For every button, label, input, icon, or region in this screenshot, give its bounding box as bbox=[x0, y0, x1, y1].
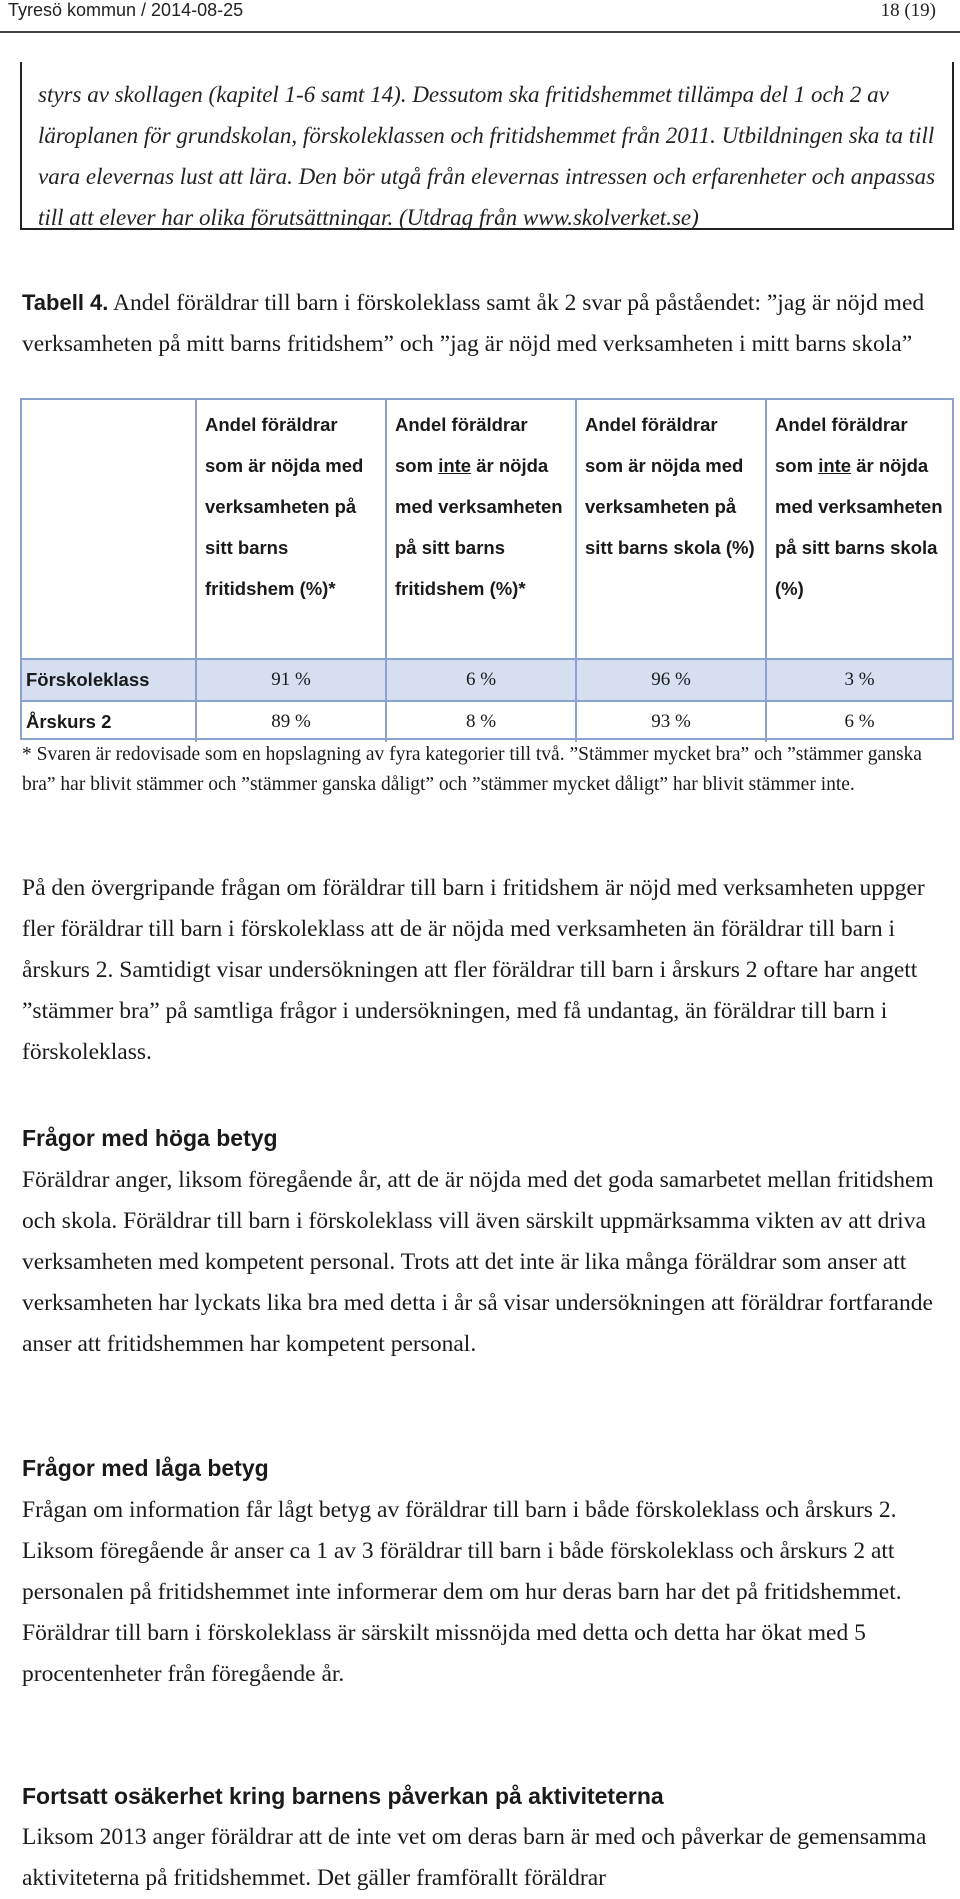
table-cell: 91 % bbox=[196, 659, 386, 701]
body-paragraph: Liksom 2013 anger föräldrar att de inte vet om deras barn är med och påverkar de gemensamma aktiviteterna på fritidshemmet. Det gäller framförallt föräldrar bbox=[22, 1824, 927, 1891]
row-label: Förskoleklass bbox=[22, 659, 196, 701]
section-heading: Frågor med höga betyg bbox=[22, 1125, 278, 1151]
table-caption-label: Tabell 4. bbox=[22, 290, 109, 315]
table-caption-text: Andel föräldrar till barn i förskoleklass samt åk 2 svar på påståendet: ”jag är nöjd med verksamheten på mitt barns fritidshem” och ”jag är nöjd med verksamheten i mitt barns skola” bbox=[22, 290, 925, 357]
table-row bbox=[22, 701, 952, 742]
table-cell: 8 % bbox=[386, 701, 576, 742]
satisfaction-table bbox=[20, 398, 954, 740]
table-cell: 96 % bbox=[576, 659, 766, 701]
table-row bbox=[22, 659, 952, 701]
body-paragraph: Föräldrar anger, liksom föregående år, att de är nöjda med det goda samarbetet mellan fritidshem och skola. Föräldrar till barn i förskoleklass vill även särskilt uppmärksamma vikten av att driva verksamheten med kompetent personal. Trots att det inte är lika många föräldrar som anser att verksamheten har lyckats lika bra med detta i år så visar undersökningen att föräldrar fortfarande anser att fritidshemmen har kompetent personal. bbox=[22, 1167, 934, 1357]
page-number: 18 (19) bbox=[880, 0, 936, 21]
body-paragraph: Frågan om information får lågt betyg av föräldrar till barn i både förskoleklass och årskurs 2. Liksom föregående år anser ca 1 av 3 föräldrar till barn i både förskoleklass och årskurs 2 att personalen på fritidshemmet inte informerar dem om hur deras barn har det på fritidshemmet. Föräldrar till barn i förskoleklass är särskilt missnöjda med detta och detta har ökat med 5 procentenheter från föregående år. bbox=[22, 1497, 902, 1687]
header-org-date: Tyresö kommun / 2014-08-25 bbox=[8, 0, 244, 20]
quote-box bbox=[20, 62, 954, 230]
table-header-corner bbox=[22, 400, 196, 659]
row-label: Årskurs 2 bbox=[22, 701, 196, 742]
section-heading: Frågor med låga betyg bbox=[22, 1455, 269, 1481]
table-header-cell: Andel föräldrar som är nöjda med verksamheten på sitt barns fritidshem (%)* bbox=[196, 400, 386, 659]
body-paragraph: På den övergripande frågan om föräldrar till barn i fritidshem är nöjd med verksamheten uppger fler föräldrar till barn i förskoleklass att de är nöjda med verksamheten än föräldrar till barn i årskurs 2. Samtidigt visar undersökningen att fler föräldrar till barn i årskurs 2 oftare har angett ”stämmer bra” på samtliga frågor i undersökningen, med få undantag, än föräldrar till barn i förskoleklass. bbox=[22, 875, 925, 1065]
table-header-row bbox=[22, 400, 952, 659]
table-footnote: * Svaren är redovisade som en hopslagning av fyra kategorier till två. ”Stämmer mycket bra” och ”stämmer ganska bra” har blivit stämmer och ”stämmer ganska dåligt” och ”stämmer mycket dåligt” har blivit stämmer inte. bbox=[22, 744, 922, 795]
table-caption bbox=[22, 282, 942, 365]
table-cell: 89 % bbox=[196, 701, 386, 742]
table-header-cell: Andel föräldrar som inte är nöjda med verksamheten på sitt barns fritidshem (%)* bbox=[386, 400, 576, 659]
table-header-cell: Andel föräldrar som är nöjda med verksamheten på sitt barns skola (%) bbox=[576, 400, 766, 659]
header-rule bbox=[0, 31, 960, 33]
table-cell: 3 % bbox=[766, 659, 952, 701]
table-cell: 93 % bbox=[576, 701, 766, 742]
page-header bbox=[0, 0, 960, 30]
table-cell: 6 % bbox=[386, 659, 576, 701]
satisfaction-table-grid bbox=[22, 400, 952, 742]
quote-text: styrs av skollagen (kapitel 1-6 samt 14). Dessutom ska fritidshemmet tillämpa del 1 och 2 av läroplanen för grundskolan, förskoleklassen och fritidshemmet från 2011. Utbildningen ska ta till vara elevernas lust att lära. Den bör utgå från elevernas intressen och erfarenheter och anpassas till att elever har olika förutsättningar. (Utdrag från www.skolverket.se) bbox=[38, 82, 936, 230]
section-heading: Fortsatt osäkerhet kring barnens påverkan på aktiviteterna bbox=[22, 1783, 664, 1809]
table-cell: 6 % bbox=[766, 701, 952, 742]
table-header-cell: Andel föräldrar som inte är nöjda med verksamheten på sitt barns skola (%) bbox=[766, 400, 952, 659]
